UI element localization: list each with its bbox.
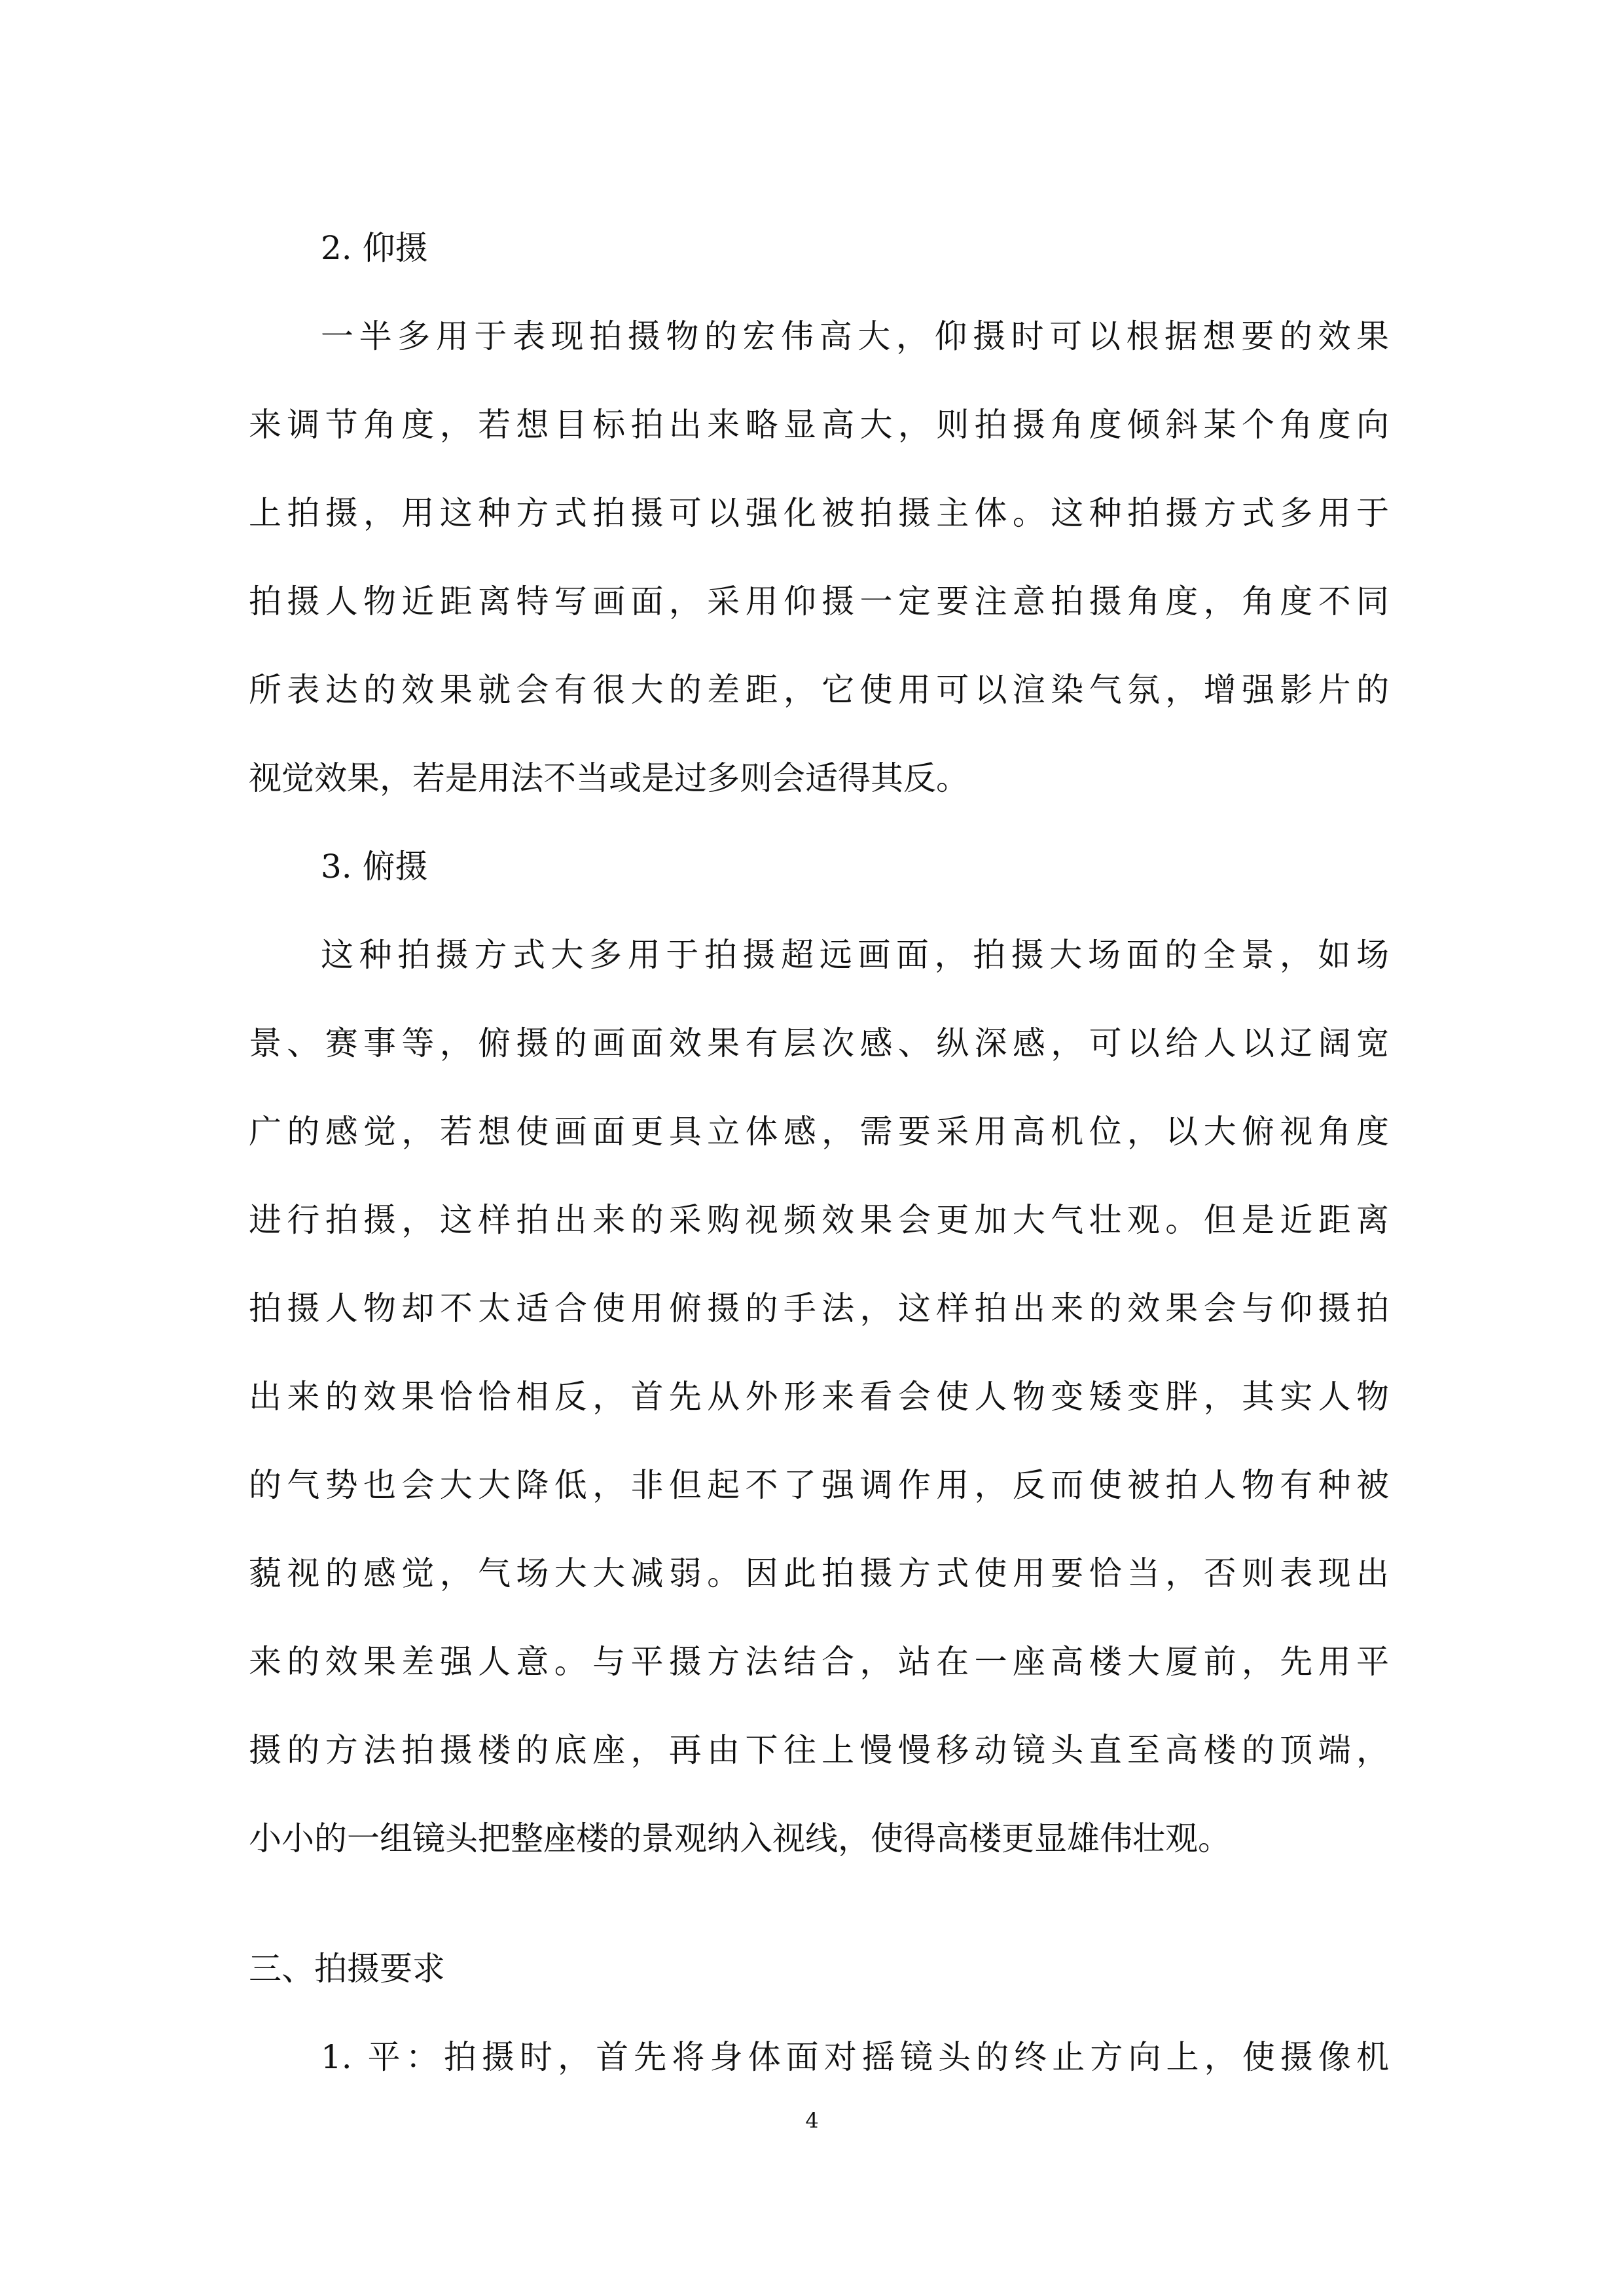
paragraph-line: 小小的一组镜头把整座楼的景观纳入视线，使得高楼更显雄伟壮观。 — [249, 1820, 1231, 1857]
page-number: 4 — [805, 2108, 819, 2133]
paragraph-line: 的气势也会大大降低，非但起不了强调作用，反而使被拍人物有种被 — [249, 1466, 1389, 1504]
paragraph-line: 所表达的效果就会有很大的差距，它使用可以渲染气氛，增强影片的 — [249, 671, 1389, 709]
subheading-fu-she: 3. 俯摄 — [321, 848, 428, 886]
subheading-yang-she: 2. 仰摄 — [321, 229, 428, 267]
paragraph-line: 摄的方法拍摄楼的底座，再由下往上慢慢移动镜头直至高楼的顶端， — [249, 1731, 1389, 1769]
paragraph-line: 拍摄人物近距离特写画面，采用仰摄一定要注意拍摄角度，角度不同 — [249, 583, 1389, 620]
paragraph-line: 广的感觉，若想使画面更具立体感，需要采用高机位，以大俯视角度 — [249, 1113, 1389, 1151]
paragraph-line: 1. 平：拍摄时，首先将身体面对摇镜头的终止方向上，使摄像机 — [321, 2038, 1389, 2076]
paragraph-line: 来的效果差强人意。与平摄方法结合，站在一座高楼大厦前，先用平 — [249, 1643, 1389, 1681]
paragraph-line: 上拍摄，用这种方式拍摄可以强化被拍摄主体。这种拍摄方式多用于 — [249, 494, 1389, 532]
body-text — [249, 204, 1389, 2102]
paragraph-line: 藐视的感觉，气场大大减弱。因此拍摄方式使用要恰当，否则表现出 — [249, 1554, 1389, 1592]
paragraph-line: 一半多用于表现拍摄物的宏伟高大，仰摄时可以根据想要的效果 — [321, 317, 1389, 355]
section-heading-requirements: 三、拍摄要求 — [249, 1950, 445, 1988]
paragraph-line: 景、赛事等，俯摄的画面效果有层次感、纵深感，可以给人以辽阔宽 — [249, 1024, 1389, 1062]
paragraph-line: 拍摄人物却不太适合使用俯摄的手法，这样拍出来的效果会与仰摄拍 — [249, 1289, 1389, 1327]
paragraph-line: 这种拍摄方式大多用于拍摄超远画面，拍摄大场面的全景，如场 — [321, 936, 1389, 974]
paragraph-line: 来调节角度，若想目标拍出来略显高大，则拍摄角度倾斜某个角度向 — [249, 406, 1389, 444]
paragraph-line: 进行拍摄，这样拍出来的采购视频效果会更加大气壮观。但是近距离 — [249, 1201, 1389, 1239]
paragraph-line: 视觉效果，若是用法不当或是过多则会适得其反。 — [249, 759, 969, 797]
paragraph-line: 出来的效果恰恰相反，首先从外形来看会使人物变矮变胖，其实人物 — [249, 1378, 1389, 1416]
